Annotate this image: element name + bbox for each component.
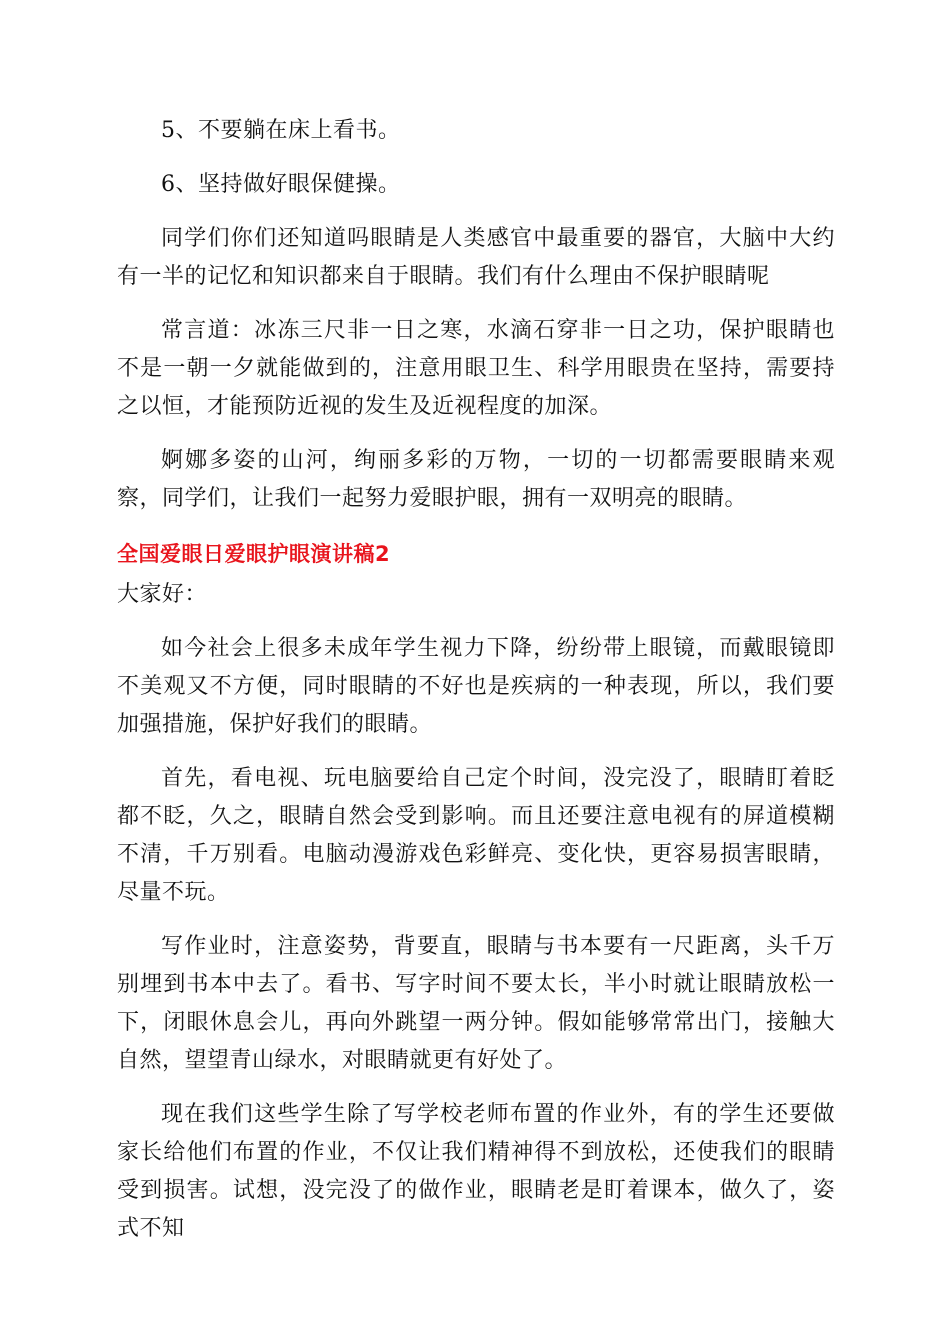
list-item: 6、坚持做好眼保健操。 (161, 172, 401, 197)
document-body (117, 112, 835, 1264)
paragraph: 同学们你们还知道吗眼睛是人类感官中最重要的器官，大脑中大约有一半的记忆和知识都来自于眼睛。我们有什么理由不保护眼睛呢 (117, 226, 835, 289)
list-item: 5、不要躺在床上看书。 (161, 118, 401, 143)
paragraph: 婀娜多姿的山河，绚丽多彩的万物，一切的一切都需要眼睛来观察，同学们，让我们一起努力爱眼护眼，拥有一双明亮的眼睛。 (117, 448, 835, 511)
paragraph: 现在我们这些学生除了写学校老师布置的作业外，有的学生还要做家长给他们布置的作业，不仅让我们精神得不到放松，还使我们的眼睛受到损害。试想，没完没了的做作业，眼睛老是盯着课本，做久了，姿式不知 (117, 1102, 835, 1241)
paragraph: 写作业时，注意姿势，背要直，眼睛与书本要有一尺距离，头千万别埋到书本中去了。看书、写字时间不要太长，半小时就让眼睛放松一下，闭眼休息会儿，再向外跳望一两分钟。假如能够常常出门，接触大自然，望望青山绿水，对眼睛就更有好处了。 (117, 934, 835, 1073)
paragraph: 如今社会上很多未成年学生视力下降，纷纷带上眼镜，而戴眼镜即不美观又不方便，同时眼睛的不好也是疾病的一种表现，所以，我们要加强措施，保护好我们的眼睛。 (117, 636, 835, 737)
greeting: 大家好： (117, 582, 208, 607)
paragraph: 首先，看电视、玩电脑要给自己定个时间，没完没了，眼睛盯着眨都不眨，久之，眼睛自然会受到影响。而且还要注意电视有的屏道模糊不清，千万别看。电脑动漫游戏色彩鲜亮、变化快，更容易损害眼睛，尽量不玩。 (117, 766, 835, 905)
paragraph: 常言道：冰冻三尺非一日之寒，水滴石穿非一日之功，保护眼睛也不是一朝一夕就能做到的，注意用眼卫生、科学用眼贵在坚持，需要持之以恒，才能预防近视的发生及近视程度的加深。 (117, 318, 835, 419)
section-heading: 全国爱眼日爱眼护眼演讲稿2 (117, 542, 391, 566)
